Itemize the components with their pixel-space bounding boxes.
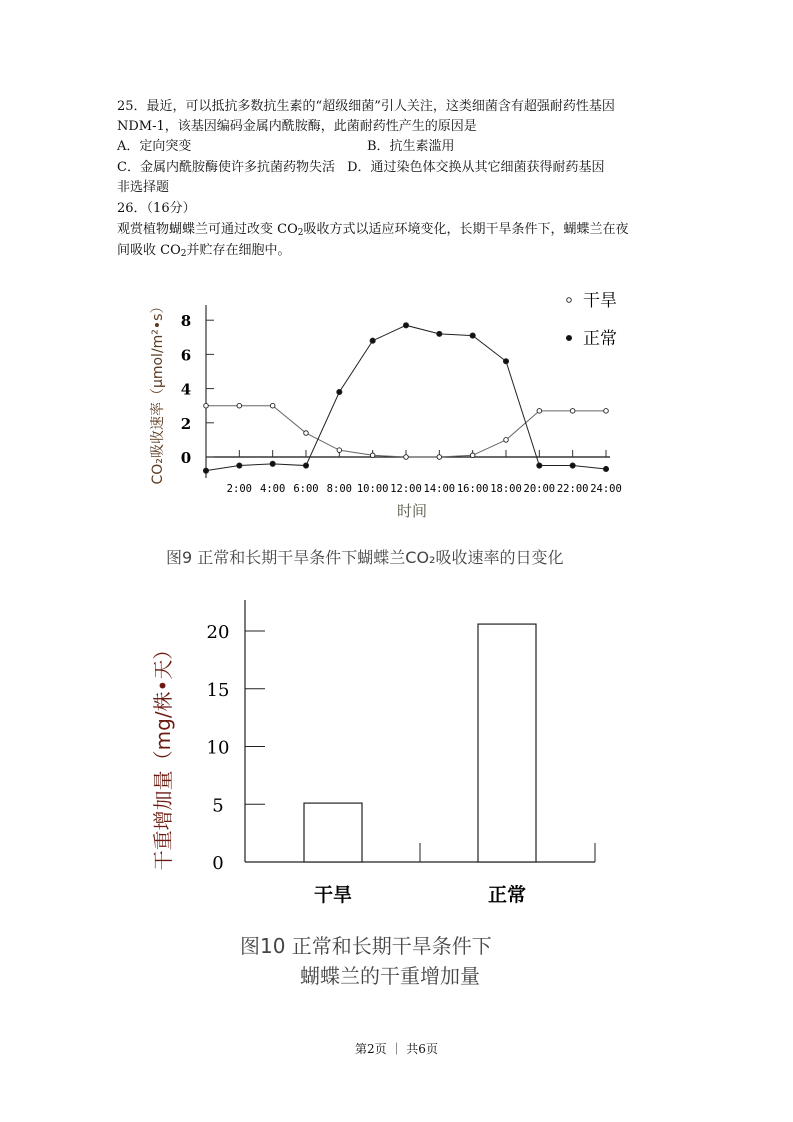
x-tick-label: 20:00 (523, 483, 556, 495)
y-tick-label: 10 (206, 737, 230, 759)
x-category-label: 干旱 (313, 884, 353, 906)
y-tick-label: 0 (212, 853, 224, 874)
x-tick-label: 12:00 (390, 483, 422, 495)
y-tick-label: 5 (212, 795, 224, 817)
x-tick-label: 10:00 (356, 483, 389, 495)
y-axis-title: 干重增加量（mg/株•天） (151, 639, 175, 871)
q25-option-d: D．通过染色体交换从其它细菌获得耐药基因 (347, 160, 605, 175)
figure-9-caption: 图9 正常和长期干旱条件下蝴蝶兰CO₂吸收速率的日变化 (166, 548, 564, 567)
x-category-label: 正常 (487, 884, 527, 906)
subscript: 2 (180, 249, 187, 259)
y-tick-label: 2 (180, 414, 192, 433)
y-axis-title: CO₂吸收速率（μmol/m²•s） (150, 299, 166, 485)
y-tick-label: 4 (180, 380, 192, 399)
q25-option-b: B．抗生素滥用 (367, 139, 455, 154)
x-tick-label: 8:00 (326, 483, 352, 495)
x-tick-label: 18:00 (490, 483, 522, 495)
x-tick-label: 22:00 (556, 483, 589, 495)
y-tick-label: 20 (206, 622, 230, 643)
figure-10-caption-line2: 蝴蝶兰的干重增加量 (300, 964, 480, 988)
y-tick-label: 8 (180, 312, 192, 331)
x-tick-label: 6:00 (293, 483, 319, 495)
q25-stem-line1: 25．最近，可以抵抗多数抗生素的“超级细菌”引人关注，这类细菌含有超强耐药性基因 (117, 99, 615, 114)
text: 吸收方式以适应环境变化，长期干旱条件下，蝴蝶兰在夜 (303, 222, 629, 237)
subscript: 2 (297, 228, 304, 238)
x-axis-title: 时间 (396, 502, 428, 520)
x-tick-label: 24:00 (590, 483, 622, 495)
y-tick-label: 0 (180, 449, 192, 467)
y-tick-label: 15 (206, 679, 230, 701)
x-tick-label: 16:00 (456, 483, 489, 495)
legend-label: 干旱 (583, 291, 617, 311)
q26-header: 26．（16分） (117, 201, 196, 216)
q25-option-c: C．金属内酰胺酶使许多抗菌药物失活 (117, 160, 335, 175)
x-tick-label: 4:00 (260, 483, 286, 495)
y-tick-label: 6 (180, 346, 192, 365)
bar-0 (304, 803, 362, 862)
bar-1 (478, 624, 536, 862)
page-footer: 第2页 ｜ 共6页 (355, 1042, 438, 1056)
x-tick-label: 14:00 (423, 483, 456, 495)
section-heading: 非选择题 (117, 180, 170, 195)
text: 间吸收 CO (117, 243, 181, 258)
legend-label: 正常 (583, 329, 617, 349)
q25-option-a: A．定向突变 (117, 139, 192, 154)
text: 并贮存在细胞中。 (186, 243, 291, 258)
text: 观赏植物蝴蝶兰可通过改变 CO (117, 222, 298, 237)
x-tick-label: 2:00 (226, 483, 252, 495)
q25-stem-line2: NDM-1，该基因编码金属内酰胺酶，此菌耐药性产生的原因是 (117, 119, 477, 134)
figure-10-caption-line1: 图10 正常和长期干旱条件下 (240, 934, 492, 958)
